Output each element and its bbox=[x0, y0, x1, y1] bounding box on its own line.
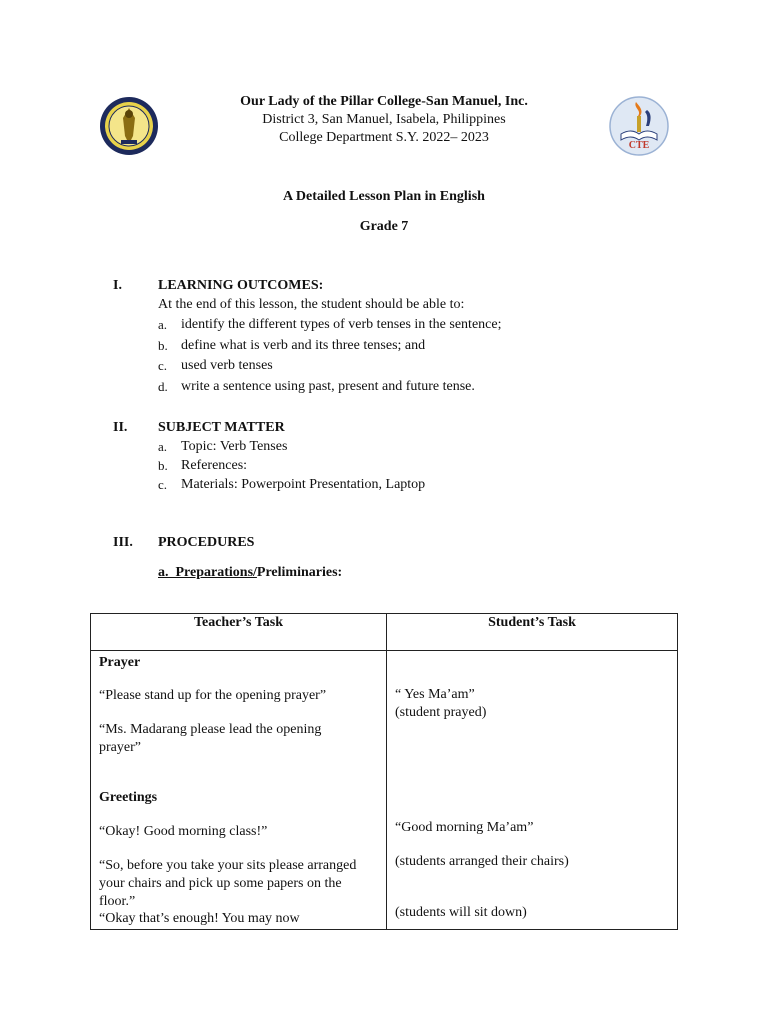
outcome-item: write a sentence using past, present and future tense. bbox=[181, 379, 475, 394]
institution-name: Our Lady of the Pillar College-San Manuel, Inc. bbox=[240, 94, 528, 109]
cte-logo-label: CTE bbox=[628, 140, 650, 151]
student-line: “Good morning Ma’am” bbox=[395, 820, 534, 835]
teacher-line: your chairs and pick up some papers on the bbox=[99, 876, 342, 891]
outcome-letter: d. bbox=[158, 379, 168, 394]
student-task-header: Student’s Task bbox=[387, 614, 678, 651]
subheading-letter: a. bbox=[158, 565, 169, 580]
task-table bbox=[90, 613, 678, 930]
student-line: (students will sit down) bbox=[395, 905, 527, 920]
subject-letter: a. bbox=[158, 439, 168, 454]
subject-letter: b. bbox=[158, 458, 168, 473]
subject-item: Materials: Powerpoint Presentation, Laptop bbox=[181, 477, 426, 492]
section-number-procedures: III. bbox=[113, 535, 133, 550]
document-title: A Detailed Lesson Plan in English bbox=[283, 189, 485, 204]
institution-address: District 3, San Manuel, Isabela, Philippines bbox=[262, 112, 506, 127]
teacher-line: “Okay! Good morning class!” bbox=[99, 824, 268, 839]
student-task-cell bbox=[387, 651, 678, 930]
procedures-subheading bbox=[158, 565, 342, 581]
subheading-rest: Preliminaries: bbox=[256, 565, 343, 580]
section-title-learning-outcomes: LEARNING OUTCOMES: bbox=[158, 278, 324, 293]
table-header-row bbox=[91, 614, 678, 651]
section-title-procedures: PROCEDURES bbox=[158, 535, 255, 550]
section-number-subject-matter: II. bbox=[113, 420, 128, 435]
outcome-letter: c. bbox=[158, 358, 168, 373]
student-line: “ Yes Ma’am” bbox=[395, 687, 475, 702]
student-line: (students arranged their chairs) bbox=[395, 854, 569, 869]
greetings-heading: Greetings bbox=[99, 790, 158, 805]
table-row bbox=[91, 651, 678, 930]
student-line: (student prayed) bbox=[395, 705, 487, 720]
teacher-line: “Ms. Madarang please lead the opening bbox=[99, 722, 322, 737]
outcome-item: used verb tenses bbox=[181, 358, 273, 373]
subject-letter: c. bbox=[158, 477, 168, 492]
outcome-letter: a. bbox=[158, 317, 168, 332]
teacher-task-header: Teacher’s Task bbox=[91, 614, 387, 651]
section-number-learning-outcomes: I. bbox=[113, 278, 122, 293]
subheading-underlined: Preparations/ bbox=[175, 565, 257, 580]
teacher-line: prayer” bbox=[99, 740, 141, 755]
teacher-line: floor.” bbox=[99, 894, 136, 909]
teacher-line: “So, before you take your sits please arranged bbox=[99, 858, 357, 873]
outcome-letter: b. bbox=[158, 338, 168, 353]
subject-item: Topic: Verb Tenses bbox=[181, 439, 288, 454]
subject-item: References: bbox=[181, 458, 248, 473]
outcome-item: identify the different types of verb tenses in the sentence; bbox=[181, 317, 502, 332]
teacher-task-cell bbox=[91, 651, 387, 930]
grade-level: Grade 7 bbox=[359, 219, 409, 234]
learning-outcomes-intro: At the end of this lesson, the student should be able to: bbox=[158, 297, 465, 312]
teacher-line: “Okay that’s enough! You may now bbox=[99, 911, 300, 926]
section-title-subject-matter: SUBJECT MATTER bbox=[158, 420, 285, 435]
department-line: College Department S.Y. 2022– 2023 bbox=[279, 130, 489, 145]
prayer-heading: Prayer bbox=[99, 655, 141, 670]
teacher-line: “Please stand up for the opening prayer” bbox=[99, 688, 327, 703]
outcome-item: define what is verb and its three tenses; and bbox=[181, 338, 426, 353]
